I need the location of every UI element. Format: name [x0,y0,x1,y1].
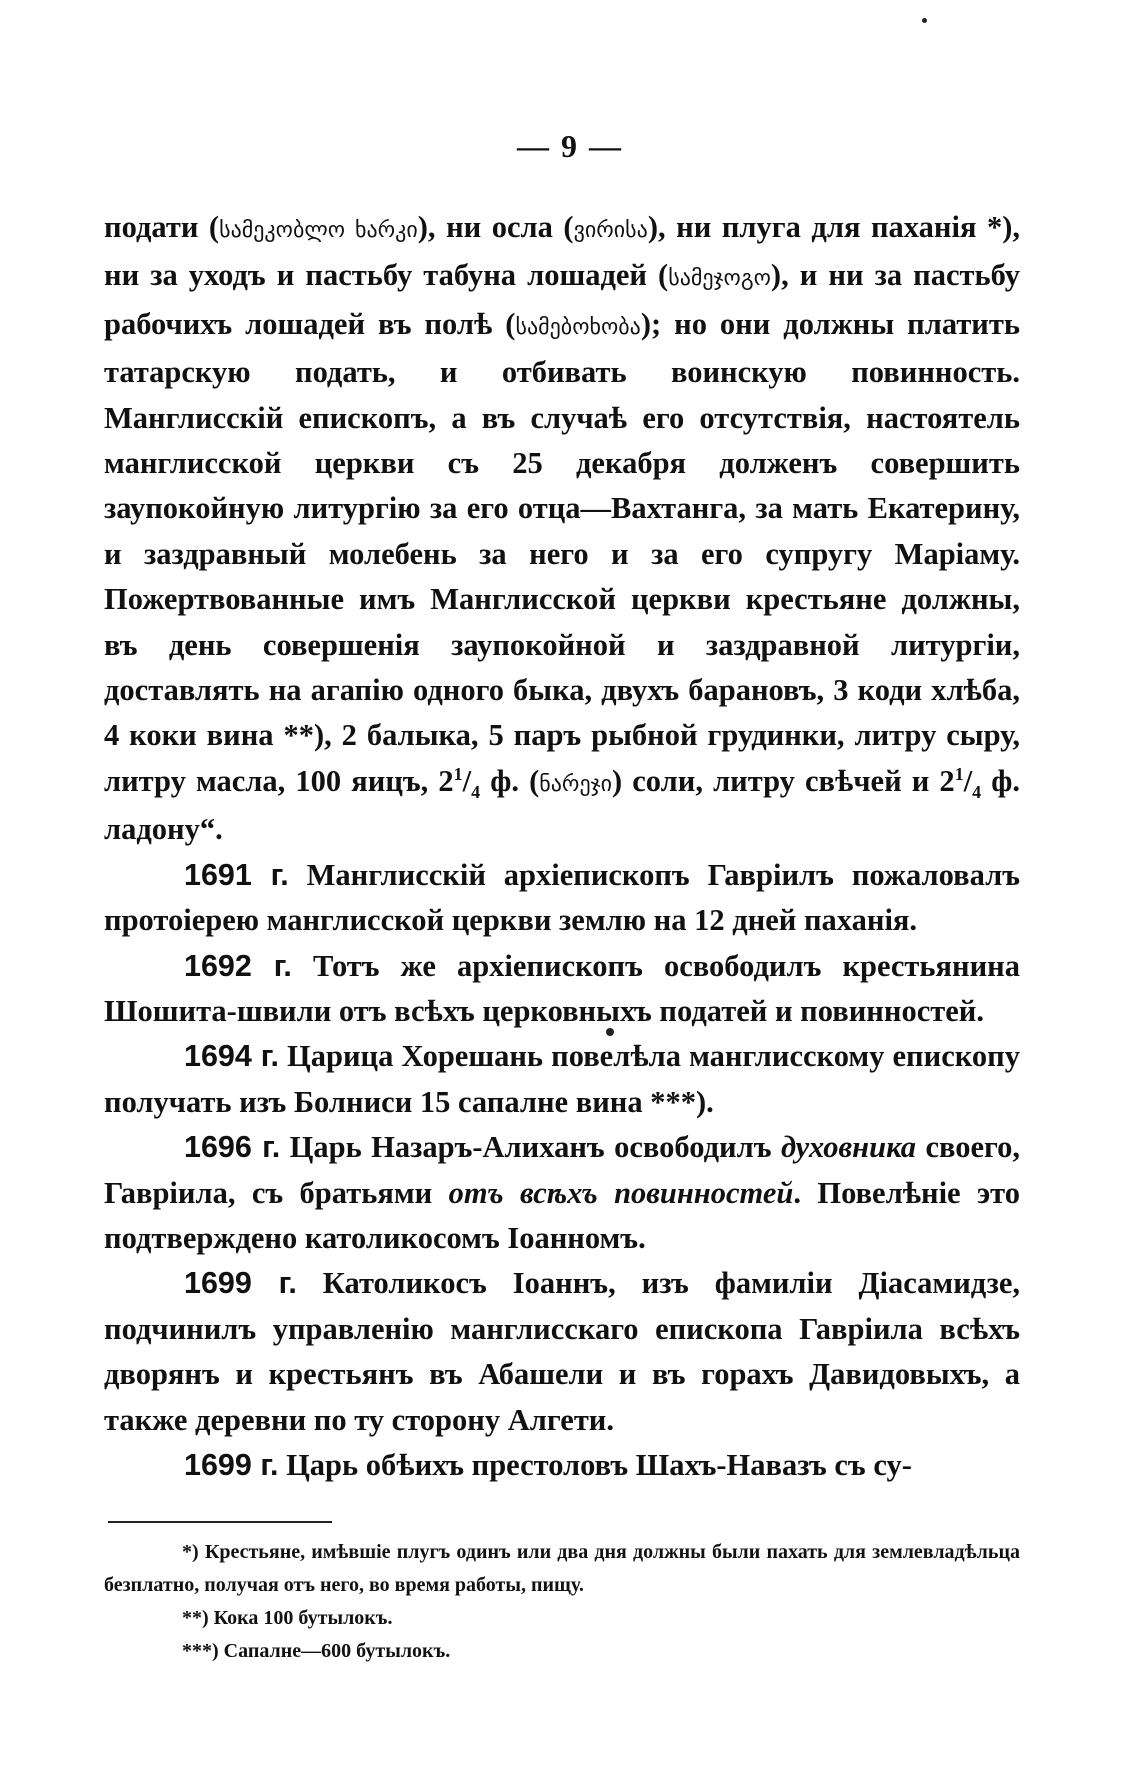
fraction-numerator: 1 [453,763,463,784]
fraction-denominator: 4 [972,781,982,802]
entry-text: Царь обѣихъ престоловъ Шахъ-Навазъ съ су- [278,1447,912,1482]
ink-speck [606,1028,614,1036]
footnote-divider [108,1521,332,1523]
georgian-term: ნარეჯი [539,771,612,797]
page-number: — 9 — [517,128,623,164]
italic-term: духовника [780,1130,917,1165]
footnote-2: **) Кока 100 бутылокъ. [182,1607,393,1629]
georgian-term: ვირისა [573,218,648,243]
footnote-3: ***) Сапалне—600 бутылокъ. [182,1640,451,1662]
entry-year: 1699 г. [184,1447,279,1482]
georgian-term: სამეკობლო ხარკი [219,218,418,243]
body-text [104,205,1020,1488]
entry-1694 [104,1034,1020,1125]
entry-year: 1691 г. [184,857,289,892]
ink-speck [922,18,927,23]
entry-text: Католикосъ Іоаннъ, изъ фамиліи Діасамидзе, подчинилъ управленію манглисскаго епископа Гавріила всѣхъ дворянъ и крестьянъ въ Абашели и въ горахъ Давидовыхъ, а также деревни по ту сторону Алгети. [104,1266,1020,1437]
entry-year: 1699 г. [184,1266,297,1301]
fraction-denominator: 4 [471,781,481,802]
entry-text: Манглисскій архіепископъ Гавріилъ пожаловалъ протоіерею манглисской церкви землю на 12 дней паханія. [104,857,1020,938]
entry-1699-a [104,1261,1020,1443]
italic-term: отъ всѣхъ повинностей [448,1175,794,1210]
fraction-numerator: 1 [954,763,964,784]
paragraph-continuation: подати (სამეკობლო ხარკი), ни осла (ვირისა), ни плуга для паханія *), ни за уходъ и пастьбу табуна лошадей (სამეჯოგო), и ни за пастьбу рабочихъ лошадей въ полѣ (სამებოხობა); но они должны платить татарскую подать, и отбивать воинскую повинность. Манглисскій епископъ, а въ случаѣ его отсутствія, настоятель манглисской церкви съ 25 декабря долженъ совершить заупокойную литургію за его отца—Вахтанга, за мать Екатерину, и заздравный молебень за него и за его супругу Маріаму. Пожертвованные имъ Манглисской церкви крестьяне должны, въ день совершенія заупокойной и заздравной литургіи, доставлять на агапію одного быка, двухъ барановъ, 3 коди хлѣба, 4 коки вина **), 2 балыка, 5 паръ рыбной грудинки, литру сыру, литру масла, 100 яицъ, $2^1/_4$ ф. (ნარეჯი) соли, литру свѣчей и $2^1/_4$ ф. ладону“. [104,210,1021,847]
entry-year: 1692 г. [184,948,292,983]
footnotes [104,1536,1020,1668]
entry-1692 [104,944,1020,1035]
entry-year: 1696 г. [184,1130,281,1165]
entry-text: Царица Хорешань повелѣла манглисскому епископу получать изъ Болниси 15 сапалне вина ***). [104,1039,1020,1119]
entry-1696: 1696 г. Царь Назаръ-Алиханъ освободилъ духовника своего, Гавріила, съ братьями отъ всѣхъ повинностей. Повелѣніе это подтверждено католикосомъ Іоанномъ. [104,1130,1021,1255]
footnote-1: *) Крестьяне, имѣвшіе плугъ одинъ или два дня должны были пахать для землевладѣльца безплатно, получая отъ него, во время работы, пищу. [104,1541,1020,1596]
georgian-term: სამეჯოგო [668,266,771,292]
entry-1691 [104,853,1020,944]
entry-text: Тотъ же архіепископъ освободилъ крестьянина Шошита-швили отъ всѣхъ церковныхъ податей и повинностей. [104,948,1021,1028]
entry-1699-b [104,1443,1020,1488]
entry-year: 1694 г. [184,1039,279,1074]
georgian-term: სამებოხობა [515,314,641,340]
